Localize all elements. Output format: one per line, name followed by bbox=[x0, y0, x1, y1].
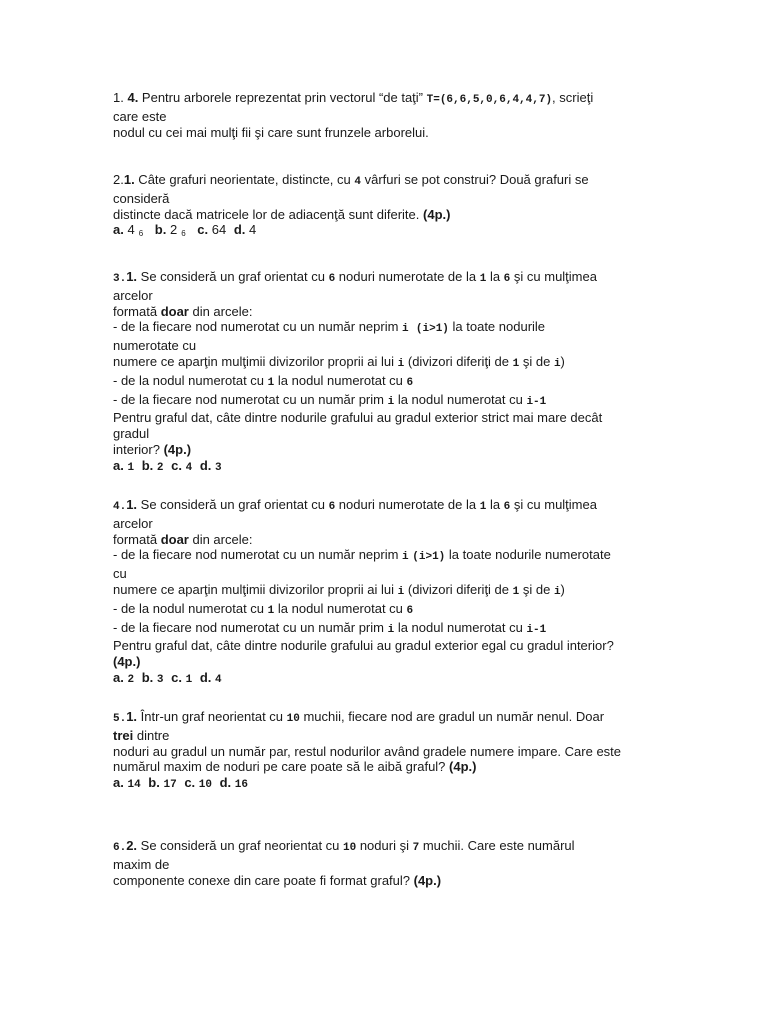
q3-line-11: interior? (4p.) bbox=[113, 441, 192, 457]
q4-options: a. 2 b. 3 c. 1 d. 4 bbox=[113, 669, 222, 686]
q4-points: (4p.) bbox=[113, 654, 141, 670]
q4-line-9: Pentru graful dat, câte dintre nodurile grafului au gradul exterior egal cu gradul interior? bbox=[113, 638, 614, 654]
q4-option-c: 1 bbox=[185, 673, 193, 686]
q1-vector: T=(6,6,5,0,6,4,4,7) bbox=[426, 94, 553, 106]
q4-line-4: - de la fiecare nod numerotat cu un număr neprim i (i>1) la toate nodurile numerotate bbox=[113, 547, 611, 564]
q6-line-3: componente conexe din care poate fi format graful? (4p.) bbox=[113, 872, 442, 888]
q1-line-2: care este bbox=[113, 108, 167, 124]
question-2 bbox=[113, 172, 653, 242]
q5-line-4: numărul maxim de noduri pe care poate să le aibă graful? (4p.) bbox=[113, 759, 477, 775]
q4-option-a: 2 bbox=[127, 673, 135, 686]
q3-option-c: 4 bbox=[185, 461, 193, 474]
q2-line-3: distincte dacă matricele lor de adiacenţă sunt diferite. (4p.) bbox=[113, 206, 451, 222]
q4-line-10 bbox=[113, 654, 653, 670]
q4-line-5: cu bbox=[113, 566, 127, 582]
q4-line-3: formată doar din arcele: bbox=[113, 531, 253, 547]
q4-line-7: - de la nodul numerotat cu 1 la nodul numerotat cu 6 bbox=[113, 600, 414, 617]
q5-option-c: 10 bbox=[198, 779, 212, 792]
q3-line-4: - de la fiecare nod numerotat cu un număr neprim i (i>1) la toate nodurile bbox=[113, 319, 546, 336]
q2-option-b: 2 $_6$ bbox=[169, 222, 186, 239]
q3-option-b: 2 bbox=[156, 461, 164, 474]
q3-points: (4p.) bbox=[163, 441, 192, 457]
q5-options: a. 14 b. 17 c. 10 d. 16 bbox=[113, 775, 248, 792]
q2-points: (4p.) bbox=[423, 206, 451, 222]
question-1 bbox=[113, 90, 653, 140]
q2-line-1: 2.1. Câte grafuri neorientate, distincte, cu 4 vârfuri se pot construi? Două grafuri se bbox=[113, 172, 589, 188]
q3-line-8: - de la fiecare nod numerotat cu un număr prim i la nodul numerotat cu i-1 bbox=[113, 391, 547, 408]
q1-line-1: 1. 4. Pentru arborele reprezentat prin vectorul “de taţi” T=(6,6,5,0,6,4,4,7), scrieţi bbox=[113, 90, 594, 106]
q4-option-d: 4 bbox=[215, 673, 222, 686]
q2-option-d: 4 bbox=[249, 222, 257, 238]
q2-options: a. 4 $_6$ b. 2 $_6$ c. 64 d. 4 bbox=[113, 222, 257, 239]
q5-points: (4p.) bbox=[449, 759, 477, 775]
q3-line-1: 3.1. Se consideră un graf orientat cu 6 noduri numerotate de la 1 la 6 şi cu mulţimea bbox=[113, 269, 597, 285]
q5-line-1: 5.1. Într-un graf neorientat cu 10 muchii, fiecare nod are gradul un număr nenul. Doar bbox=[113, 709, 605, 725]
q5-option-b: 17 bbox=[163, 779, 177, 792]
q4-line-2: arcelor bbox=[113, 515, 153, 531]
q3-line-6: numere ce aparţin mulţimii divizorilor proprii ai lui i (divizori diferiţi de 1 şi de i) bbox=[113, 353, 565, 370]
q4-line-6: numere ce aparţin mulţimii divizorilor proprii ai lui i (divizori diferiţi de 1 şi de i) bbox=[113, 581, 565, 598]
q5-option-d: 16 bbox=[234, 779, 248, 792]
q4-option-b: 3 bbox=[156, 673, 164, 686]
q3-option-d: 3 bbox=[215, 461, 222, 474]
q3-line-5: numerotate cu bbox=[113, 338, 197, 354]
q3-line-9: Pentru graful dat, câte dintre nodurile grafului au gradul exterior strict mai mare decât bbox=[113, 410, 603, 426]
question-4 bbox=[113, 497, 653, 689]
question-6 bbox=[113, 838, 653, 888]
q3-line-7: - de la nodul numerotat cu 1 la nodul numerotat cu 6 bbox=[113, 372, 414, 389]
q4-line-1: 4.1. Se consideră un graf orientat cu 6 noduri numerotate de la 1 la 6 şi cu mulţimea bbox=[113, 497, 597, 513]
q2-option-c: 64 bbox=[211, 222, 227, 238]
q1-line-3: nodul cu cei mai mulţi fii şi care sunt frunzele arborelui. bbox=[113, 124, 429, 140]
q2-line-2: consideră bbox=[113, 190, 170, 206]
question-3 bbox=[113, 269, 653, 477]
q5-line-2: trei dintre bbox=[113, 727, 170, 743]
q5-option-a: 14 bbox=[127, 779, 141, 792]
q2-option-a: 4 $_6$ bbox=[127, 222, 144, 239]
q3-option-a: 1 bbox=[127, 461, 135, 474]
question-5 bbox=[113, 709, 653, 794]
q3-options: a. 1 b. 2 c. 4 d. 3 bbox=[113, 457, 222, 474]
q4-line-8: - de la fiecare nod numerotat cu un număr prim i la nodul numerotat cu i-1 bbox=[113, 619, 547, 636]
q3-line-3: formată doar din arcele: bbox=[113, 303, 253, 319]
q6-points: (4p.) bbox=[413, 872, 442, 888]
q3-line-2: arcelor bbox=[113, 287, 153, 303]
q6-line-2: maxim de bbox=[113, 856, 170, 872]
q3-line-10: gradul bbox=[113, 426, 150, 442]
q1-number: 4. bbox=[127, 90, 139, 105]
q6-line-1: 6.2. Se consideră un graf neorientat cu 10 noduri şi 7 muchii. Care este numărul bbox=[113, 838, 575, 854]
q5-line-3: noduri au gradul un număr par, restul nodurilor având gradele numere impare. Care este bbox=[113, 743, 622, 759]
